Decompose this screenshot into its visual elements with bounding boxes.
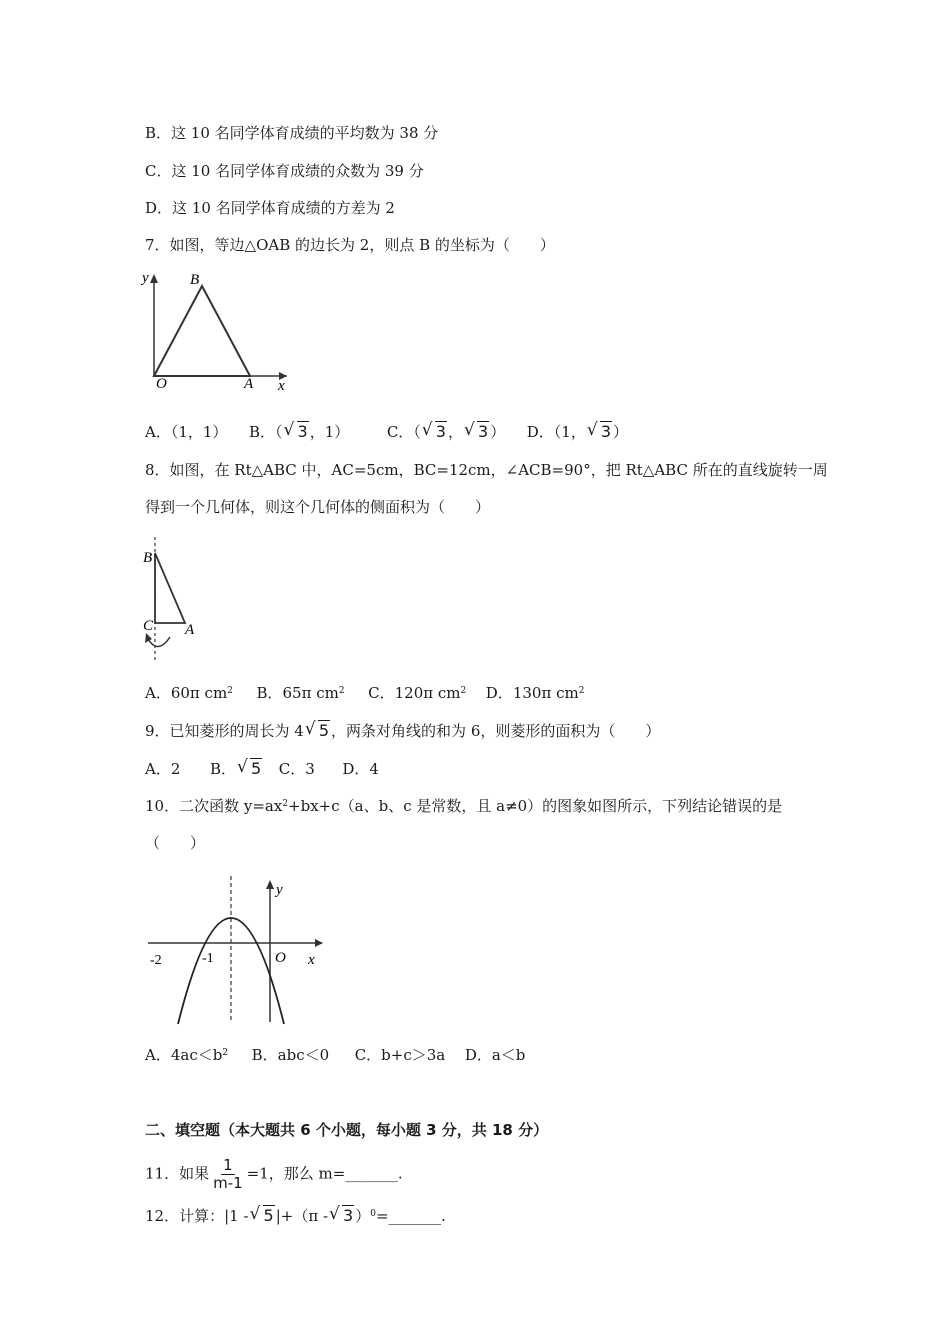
q10-paren: （ ） xyxy=(145,834,206,852)
triangle-oab xyxy=(154,286,250,376)
q6-option-b: B．这 10 名同学体育成绩的平均数为 38 分 xyxy=(145,124,439,142)
q10-option-d: D．a＜b xyxy=(464,1046,526,1064)
point-b-label: B xyxy=(143,550,153,566)
fraction: $\frac{1}{m-1}$ xyxy=(213,1156,243,1192)
q7-figure xyxy=(140,268,300,396)
q6-option-c: C．这 10 名同学体育成绩的众数为 39 分 xyxy=(145,162,424,180)
q9-stem: 9．已知菱形的周长为 4 √ 5 ，两条对角线的和为 6，则菱形的面积为（ ） xyxy=(145,719,661,740)
q9-options xyxy=(145,758,379,780)
section-2-title: 二、填空题（本大题共 6 个小题，每小题 3 分，共 18 分） xyxy=(145,1121,549,1139)
q8-option-c: C．120π $cm^2$ xyxy=(368,684,467,702)
x-axis-label: x xyxy=(278,378,285,394)
q8-option-d: D．130π $cm^2$ xyxy=(485,684,585,702)
q8-stem-line2: 得到一个几何体，则这个几何体的侧面积为（ ） xyxy=(145,498,491,516)
q8-figure xyxy=(140,533,210,665)
q9-option-a: A．2 xyxy=(145,760,181,778)
q9-option-d: D．4 xyxy=(342,760,379,778)
q9-option-b: B． √ 5 xyxy=(209,757,262,778)
q7-option-a: A．（1，1） xyxy=(145,423,228,441)
tick-label-minus-2: -2 xyxy=(150,953,162,968)
right-triangle-abc xyxy=(155,553,185,623)
q7-stem: 7．如图，等边△OAB 的边长为 2，则点 B 的坐标为（ ） xyxy=(145,236,555,254)
x-axis-label: x xyxy=(308,952,315,968)
y-axis-arrow xyxy=(266,880,274,889)
q10-option-b: B．abc＜0 xyxy=(251,1046,330,1064)
q8-option-a: A．60π $cm^2$ xyxy=(145,684,233,702)
q7-options xyxy=(145,421,628,443)
x-axis-arrow xyxy=(315,939,323,947)
q10-option-c: C．b+c＞3a xyxy=(354,1046,446,1064)
q8-stem-line1: 8．如图，在 Rt△ABC 中，AC=5cm，BC=12cm，∠ACB=90°，把 Rt△ABC 所在的直线旋转一周 xyxy=(145,461,828,479)
q8-option-b: B．65π $cm^2$ xyxy=(256,684,345,702)
point-c-label: C xyxy=(143,618,154,634)
q9-option-c: C．3 xyxy=(278,760,315,778)
q7-option-b: B．（ √ 3 ，1） xyxy=(248,420,350,441)
q12: 12．计算：|1 - √ 5 |+（π - √ 3 ）$^0$=_______. xyxy=(145,1204,446,1225)
q10-figure xyxy=(140,872,330,1027)
q10-options xyxy=(145,1044,525,1066)
origin-label: O xyxy=(156,376,167,392)
point-a-label: A xyxy=(185,622,195,638)
point-a-label: A xyxy=(244,376,254,392)
q10-option-a: A．$4ac<b^2$ xyxy=(145,1046,229,1064)
q8-options xyxy=(145,682,584,704)
q7-option-d: D．（1， √ 3 ） xyxy=(526,420,629,441)
point-b-label: B xyxy=(190,272,200,288)
tick-label-minus-1: -1 xyxy=(202,951,214,966)
origin-label: O xyxy=(275,950,286,966)
q11: 11．如果 $\frac{1}{m-1}$ =1，那么 m=_______. xyxy=(145,1156,403,1192)
y-axis-label: y xyxy=(142,270,149,286)
y-axis-arrow xyxy=(150,274,158,283)
rotation-arrow-head xyxy=(145,633,152,643)
q10-stem: 10．二次函数 $y=ax^2+bx+c(a$、b、c 是常数，且 a≠0）的图象如图所示，下列结论错误的是 xyxy=(145,797,783,815)
q6-option-d: D．这 10 名同学体育成绩的方差为 2 xyxy=(145,199,395,217)
q7-option-c: C．（ √ 3 ， √ 3 ） xyxy=(386,420,506,441)
y-axis-label: y xyxy=(276,882,283,898)
